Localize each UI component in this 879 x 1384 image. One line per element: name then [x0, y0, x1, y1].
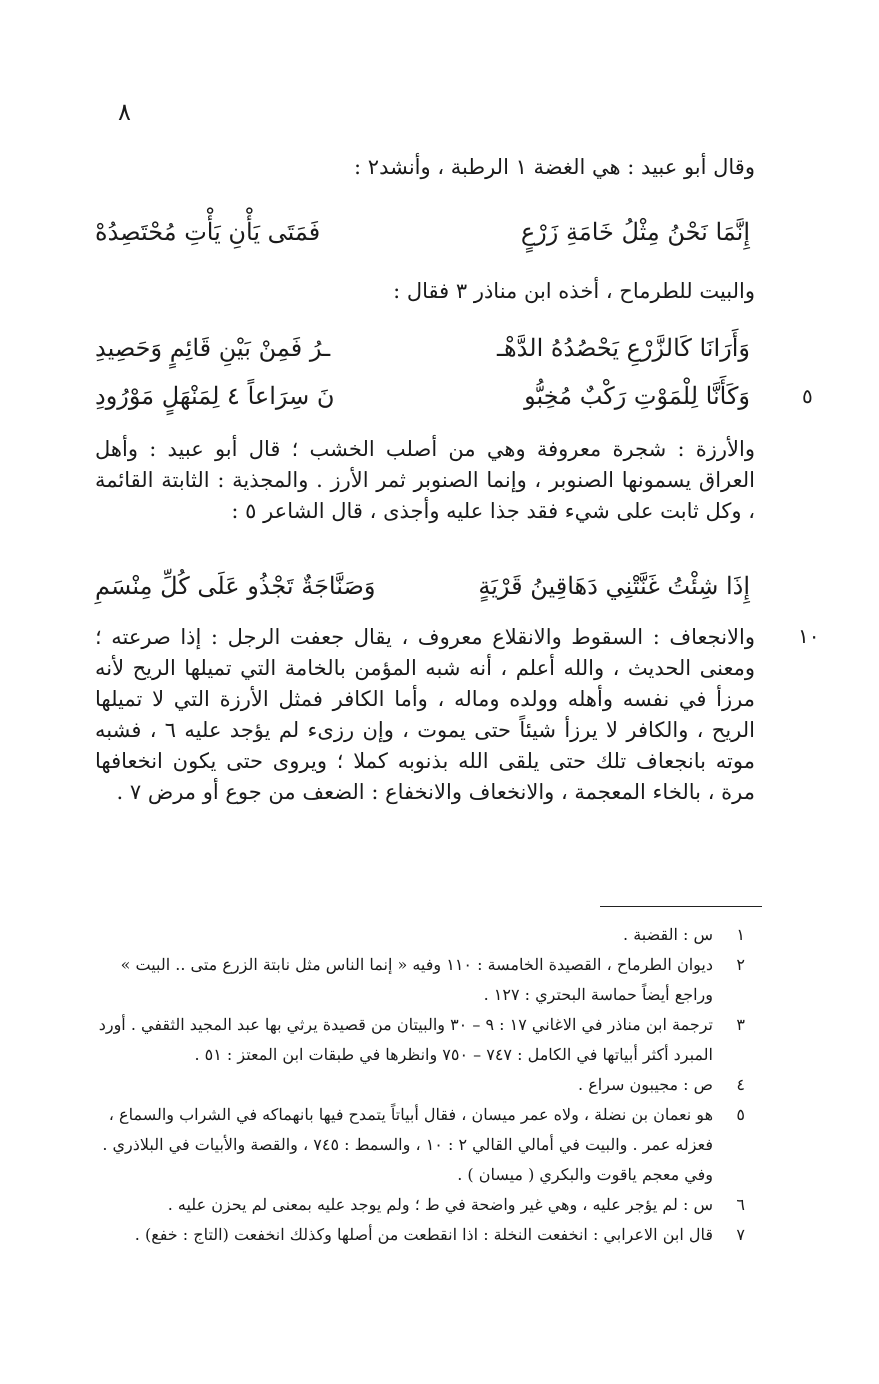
- page-number: ٨: [118, 98, 131, 126]
- footnote-text: س : لم يؤجر عليه ، وهي غير واضحة في ط ؛ ولم يوجد عليه بمعنى لم يحزن عليه .: [167, 1195, 713, 1214]
- paragraph-arza: والأرزة : شجرة معروفة وهي من أصلب الخشب ؛ قال أبو عبيد : وأهل العراق يسمونها الصنوبر ، وإنما الصنوبر ثمر الأرز . والمجذية : الثابتة القائمة ، وكل ثابت على شيء فقد جذا عليه وأجذى ، قال الشاعر ٥ :: [95, 437, 755, 523]
- footnote-number: ٤: [736, 1075, 745, 1094]
- verse-1-first-hemistich: إِنَّمَا نَحْنُ مِثْلُ خَامَةِ زَرْعٍ: [520, 218, 750, 246]
- verse-4-first-hemistich: إِذَا شِئْتُ غَنَّتْنِي دَهَاقِينُ قَرْيَةٍ: [478, 572, 750, 600]
- footnote-item: [95, 950, 745, 1010]
- footnote-text: ديوان الطرماح ، القصيدة الخامسة : ١١٠ وفيه « إنما الناس مثل نابتة الزرع متى .. البيت » وراجع أيضاً حماسة البحتري : ١٢٧ .: [120, 955, 713, 1004]
- footnote-number: ١: [736, 925, 745, 944]
- verse-2-second-hemistich: ـرُ فَمِنْ بَيْنِ قَائِمٍ وَحَصِيدِ: [95, 334, 331, 362]
- verse-3-first-hemistich: وَكَأَنَّا لِلْمَوْتِ رَكْبٌ مُخِبُّو: [524, 382, 750, 410]
- footnote-text: ترجمة ابن مناذر في الاغاني ١٧ : ٩ – ٣٠ والبيتان من قصيدة يرثي بها عبد المجيد الثقفي . أورد المبرد أكثر أبياتها في الكامل : ٧٤٧ – ٧٥٠ وانظرها في طبقات ابن المعتز : ٥١ .: [98, 1015, 713, 1064]
- footnotes: [95, 920, 745, 1250]
- footnote-number: ٣: [736, 1015, 745, 1034]
- footnote-number: ٥: [736, 1105, 745, 1124]
- verse-2-first-hemistich: وَأَرَانَا كَالزَّرْعِ يَحْصُدُهُ الدَّهْـ: [496, 334, 750, 362]
- footnote-item: [95, 1070, 745, 1100]
- footnote-text: س : القضبة .: [623, 925, 713, 944]
- footnote-number: ٦: [736, 1195, 745, 1214]
- footnote-number: ٧: [736, 1225, 745, 1244]
- footnote-divider: [600, 906, 762, 907]
- line-marker-10: ١٠: [798, 624, 820, 648]
- verse-4: [95, 560, 750, 612]
- paragraph-tirimmah: والبيت للطرماح ، أخذه ابن مناذر ٣ فقال :: [393, 279, 755, 303]
- verse-3-second-hemistich: نَ سِرَاعاً ٤ لِمَنْهَلٍ مَوْرُودِ: [95, 382, 335, 410]
- footnote-text: هو نعمان بن نضلة ، ولاه عمر ميسان ، فقال أبياتاً يتمدح فيها بانهماكه في الشراب والسماع ، فعزله عمر . والبيت في أمالي القالي ٢ : ١٠ ، والسمط : ٧٤٥ ، والقصة والأبيات في البلاذري . وفي معجم ياقوت والبكري ( ميسان ) .: [102, 1105, 713, 1184]
- footnote-item: [95, 1190, 745, 1220]
- line-marker-5: ٥: [802, 384, 813, 408]
- verse-3: [95, 370, 750, 422]
- footnote-text: قال ابن الاعرابي : انخفعت النخلة : اذا انقطعت من أصلها وكذلك انخفعت (التاج : خفع) .: [134, 1225, 713, 1244]
- footnote-number: ٢: [736, 955, 745, 974]
- verse-2: [95, 322, 750, 374]
- footnote-item: [95, 1010, 745, 1070]
- paragraph-abu-ubayd: وقال أبو عبيد : هي الغضة ١ الرطبة ، وأنشد٢ :: [354, 155, 755, 179]
- verse-4-second-hemistich: وَصَنَّاجَةٌ تَجْذُو عَلَى كُلِّ مِنْسَمِ: [95, 572, 376, 600]
- verse-1-second-hemistich: فَمَتَى يَأْنِ يَأْتِ مُحْتَصِدُهْ: [95, 218, 321, 246]
- verse-1: [95, 206, 750, 258]
- footnote-item: [95, 1220, 745, 1250]
- paragraph-injiaf: والانجعاف : السقوط والانقلاع معروف ، يقال جعفت الرجل : إذا صرعته ؛ ومعنى الحديث ، والله أعلم ، أنه شبه المؤمن بالخامة التي تميلها الريح لأنه مرزأ في نفسه وأهله وولده وماله ، وأما الكافر فمثل الأرزة التي لا تميلها الريح ، والكافر لا يرزأ شيئاً حتى يموت ، وإن رزىء لم يؤجد عليه ٦ ، فشبه موته بانجعاف تلك حتى يلقى الله بذنوبه كملا ؛ ويروى حتى يكون انخعافها مرة ، بالخاء المعجمة ، والانخعاف والانخفاع : الضعف من جوع أو مرض ٧ .: [95, 625, 755, 804]
- footnote-item: [95, 920, 745, 950]
- footnote-item: [95, 1100, 745, 1190]
- footnote-text: ص : مجيبون سراع .: [578, 1075, 713, 1094]
